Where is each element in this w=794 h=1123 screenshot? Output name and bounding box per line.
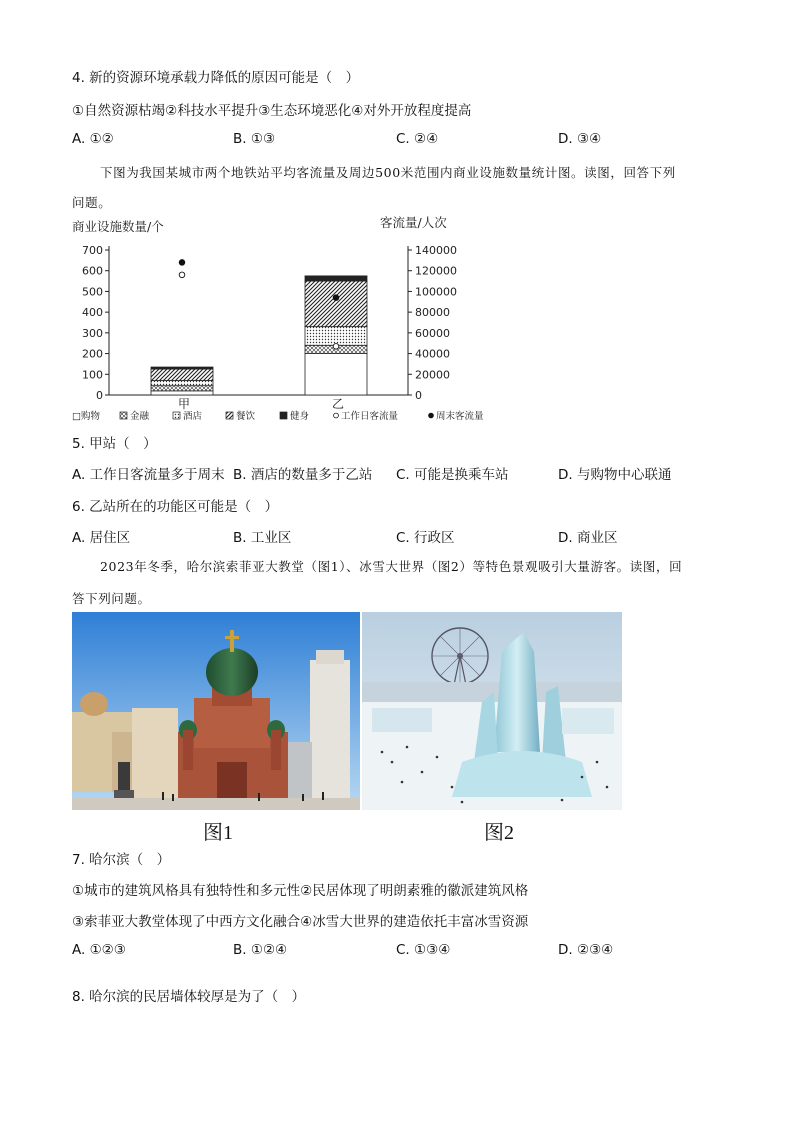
figure-2-ice-world-photo bbox=[362, 612, 622, 810]
intro-paragraph-1: 下图为我国某城市两个地铁站平均客流量及周边500米范围内商业设施数量统计图。读图，回答下列 bbox=[100, 165, 676, 180]
y-left-tick-label: 600 bbox=[82, 264, 103, 278]
bar-segment-0-2 bbox=[151, 381, 213, 386]
q6-option-b[interactable]: B. 工业区 bbox=[233, 530, 292, 546]
figure-1-cathedral-photo bbox=[72, 612, 360, 810]
y-right-tick-label: 0 bbox=[415, 389, 422, 402]
q8-stem: 8. 哈尔滨的民居墙体较厚是为了（ ） bbox=[72, 989, 306, 1005]
legend-label: 酒店 bbox=[183, 411, 203, 422]
bar-segment-0-0 bbox=[151, 391, 213, 395]
q5-option-b[interactable]: B. 酒店的数量多于乙站 bbox=[233, 467, 373, 483]
y-left-tick-label: 700 bbox=[82, 244, 103, 257]
figure-1-caption: 图1 bbox=[203, 822, 233, 844]
y-left-tick-label: 200 bbox=[82, 347, 103, 361]
q7-statements-line-1: ①城市的建筑风格具有独特性和多元性②民居体现了明朗素雅的徽派建筑风格 bbox=[72, 883, 529, 899]
y-left-tick-label: 300 bbox=[82, 326, 103, 340]
q5-option-c[interactable]: C. 可能是换乘车站 bbox=[396, 467, 509, 483]
intro-paragraph-2: 2023年冬季，哈尔滨索菲亚大教堂（图1）、冰雪大世界（图2）等特色景观吸引大量游客。读图，回 bbox=[100, 559, 683, 574]
q5-stem: 5. 甲站（ ） bbox=[72, 436, 157, 452]
intro-paragraph-1-cont: 问题。 bbox=[72, 195, 112, 210]
bar-segment-1-3 bbox=[305, 281, 367, 327]
y-left-tick-label: 100 bbox=[82, 368, 103, 382]
q4-option-b[interactable]: B. ①③ bbox=[233, 131, 276, 147]
y-right-tick-label: 140000 bbox=[415, 244, 457, 257]
bar-segment-0-3 bbox=[151, 369, 213, 380]
bar-segment-1-2 bbox=[305, 327, 367, 346]
legend-swatch bbox=[120, 412, 127, 419]
legend-marker bbox=[429, 413, 434, 418]
legend-marker bbox=[334, 413, 339, 418]
bar-segment-0-4 bbox=[151, 367, 213, 369]
q4-option-c[interactable]: C. ②④ bbox=[396, 131, 439, 147]
y-right-tick-label: 100000 bbox=[415, 285, 457, 299]
q7-option-b[interactable]: B. ①②④ bbox=[233, 942, 288, 958]
y-left-tick-label: 500 bbox=[82, 285, 103, 299]
q5-option-a[interactable]: A. 工作日客流量多于周末 bbox=[72, 467, 225, 483]
q7-option-a[interactable]: A. ①②③ bbox=[72, 942, 126, 958]
point-0-0 bbox=[179, 272, 185, 278]
y-right-tick-label: 20000 bbox=[415, 368, 450, 382]
q4-option-d[interactable]: D. ③④ bbox=[558, 131, 602, 147]
legend-label: 金融 bbox=[130, 411, 150, 422]
category-label: 甲 bbox=[178, 397, 191, 411]
legend-label: □购物 bbox=[72, 411, 100, 422]
q4-statements: ①自然资源枯竭②科技水平提升③生态环境恶化④对外开放程度提高 bbox=[72, 103, 472, 119]
point-1-1 bbox=[333, 295, 339, 301]
legend-label: 餐饮 bbox=[236, 411, 256, 422]
q5-option-d[interactable]: D. 与购物中心联通 bbox=[558, 467, 672, 483]
y-axis-left-label: 商业设施数量/个 bbox=[72, 219, 164, 234]
q7-statements-line-2: ③索菲亚大教堂体现了中西方文化融合④冰雪大世界的建造依托丰富冰雪资源 bbox=[72, 914, 529, 930]
q6-option-a[interactable]: A. 居住区 bbox=[72, 530, 131, 546]
y-right-tick-label: 60000 bbox=[415, 326, 450, 340]
y-axis-right-label: 客流量/人次 bbox=[380, 215, 447, 230]
intro-paragraph-2-cont: 答下列问题。 bbox=[72, 591, 151, 606]
q7-stem: 7. 哈尔滨（ ） bbox=[72, 852, 171, 868]
bar-segment-1-4 bbox=[305, 276, 367, 281]
figure-2-caption: 图2 bbox=[484, 822, 514, 844]
legend-label: 工作日客流量 bbox=[341, 411, 399, 422]
legend-swatch bbox=[280, 412, 287, 419]
bar-segment-0-1 bbox=[151, 386, 213, 391]
bar-segment-1-0 bbox=[305, 354, 367, 395]
q6-stem: 6. 乙站所在的功能区可能是（ ） bbox=[72, 499, 279, 515]
y-left-tick-label: 400 bbox=[82, 306, 103, 320]
category-label: 乙 bbox=[332, 397, 345, 411]
legend-label: 健身 bbox=[290, 411, 310, 422]
legend-label: 周末客流量 bbox=[436, 411, 484, 422]
q7-option-c[interactable]: C. ①③④ bbox=[396, 942, 451, 958]
q4-option-a[interactable]: A. ①② bbox=[72, 131, 114, 147]
q6-option-d[interactable]: D. 商业区 bbox=[558, 530, 618, 546]
y-right-tick-label: 120000 bbox=[415, 264, 457, 278]
y-right-tick-label: 80000 bbox=[415, 306, 450, 320]
legend-swatch bbox=[226, 412, 233, 419]
point-0-1 bbox=[333, 344, 339, 350]
station-chart bbox=[60, 212, 500, 430]
q6-option-c[interactable]: C. 行政区 bbox=[396, 530, 455, 546]
point-1-0 bbox=[179, 260, 185, 266]
q7-option-d[interactable]: D. ②③④ bbox=[558, 942, 614, 958]
q4-stem: 4. 新的资源环境承载力降低的原因可能是（ ） bbox=[72, 70, 360, 86]
y-left-tick-label: 0 bbox=[96, 389, 103, 402]
legend-swatch bbox=[173, 412, 180, 419]
y-right-tick-label: 40000 bbox=[415, 347, 450, 361]
